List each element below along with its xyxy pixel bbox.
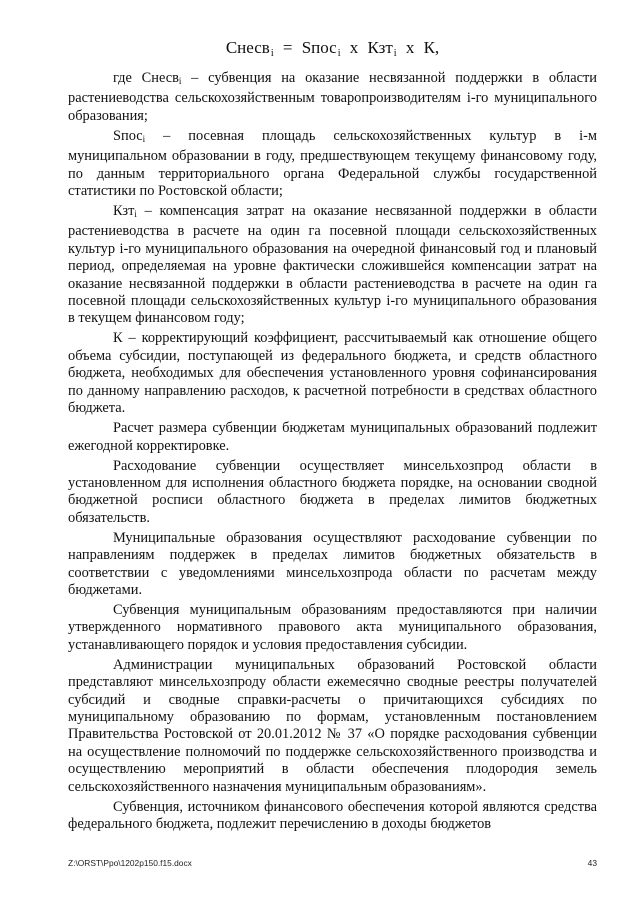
paragraph (68, 530, 597, 600)
paragraph (68, 602, 597, 654)
paragraph-text: где Снесв (113, 70, 179, 86)
paragraph-text: Администрации муниципальных образований Ростовской области представляют минсельхозпроду области ежемесячно сводные реестры получателей субсидий и сводные справки-расчеты о причитающихся субсидиях по муниципальному образованию по формам, установленным постановлением Правительства Ростовской от 20.01.2012 № 37 «О порядке расходования субвенции на осуществление полномочий по поддержке сельскохозяйственного производства и осуществлению мероприятий в области обеспечения плодородия земель сельскохозяйственного назначения муниципальным образованиям». (68, 656, 597, 795)
formula-equals: = (282, 38, 293, 57)
paragraph-text-cont: – посевная площадь сельскохозяйственных культур в i-м муниципальном образовании в году, предшествующем текущему финансовому году, по данным территориального органа Федеральной службы государственной статистики по Ростовской области; (68, 127, 597, 200)
paragraph-index: i (142, 133, 146, 144)
formula-term-compensation-index: i (393, 48, 397, 59)
formula-lhs: Снесв (225, 38, 270, 57)
paragraph-text: Расходование субвенции осуществляет минсельхозпрод области в установленном для исполнения областного бюджета порядке, на основании сводной бюджетной росписи областного бюджета в пределах лимитов бюджетных обязательств. (68, 457, 597, 526)
paragraph (68, 70, 597, 125)
document-page (68, 38, 597, 836)
paragraph-index: i (134, 209, 137, 220)
paragraph-text: Муниципальные образования осуществляют расходование субвенции по направлениям поддержек в пределах лимитов бюджетных обязательств в соответствии с уведомлениями минсельхозпрода области по расчетам между бюджетами. (68, 529, 597, 598)
paragraph-text: К – корректирующий коэффициент, рассчитываемый как отношение общего объема субсидии, поступающей из федерального бюджета, и средств областного бюджета, необходимых для обеспечения установленного уровня софинансирования по данному направлению расходов, к расчетной потребности в средствах областного бюджета. (68, 330, 597, 417)
paragraph-text-cont: – субвенция на оказание несвязанной поддержки в области растениеводства сельскохозяйственным товаропроизводителям i-го муниципального образования; (68, 70, 597, 124)
formula-term-coefficient: К, (423, 38, 440, 57)
formula-term-compensation: Кзт (367, 38, 393, 57)
paragraph (68, 128, 597, 201)
paragraph (68, 330, 597, 417)
page-number: 43 (587, 858, 597, 868)
formula-lhs-index: i (270, 48, 274, 59)
paragraph (68, 657, 597, 796)
file-path: Z:\ORST\Ppo\1202p150.f15.docx (68, 858, 192, 868)
formula-times-2: х (405, 38, 415, 57)
paragraph (68, 203, 597, 328)
paragraph-text: Кзт (113, 203, 135, 220)
paragraph-index: i (178, 76, 182, 86)
paragraph-text: Субвенция, источником финансового обеспечения которой являются средства федерального бюджета, подлежит перечислению в доходы бюджетов (68, 798, 597, 832)
formula-term-area: Sпос (301, 38, 337, 57)
body-text (68, 70, 597, 833)
paragraph (68, 458, 597, 528)
paragraph-text: Расчет размера субвенции бюджетам муниципальных образований подлежит ежегодной корректировке. (68, 420, 597, 454)
formula (68, 38, 597, 64)
paragraph (68, 420, 597, 455)
paragraph-text-cont: – компенсация затрат на оказание несвязанной поддержки в области растениеводства в расчете на один га посевной площади сельскохозяйственных культур i-го муниципального образования на очередной финансовый год и плановый период, определяемая на уровне фактически сложившейся компенсации затрат на оказание несвязанной поддержки в области растениеводства в расчете на один га посевной площади сельскохозяйственных культур i-го муниципального образования в текущем финансовом году; (68, 203, 597, 327)
paragraph (68, 799, 597, 834)
paragraph-text: Субвенция муниципальным образованиям предоставляются при наличии утвержденного нормативного правового акта муниципального образования, устанавливающего порядок и условия предоставления субсидии. (68, 601, 597, 653)
paragraph-text: Sпос (113, 127, 143, 144)
formula-term-area-index: i (337, 48, 341, 59)
formula-times-1: х (349, 38, 359, 57)
